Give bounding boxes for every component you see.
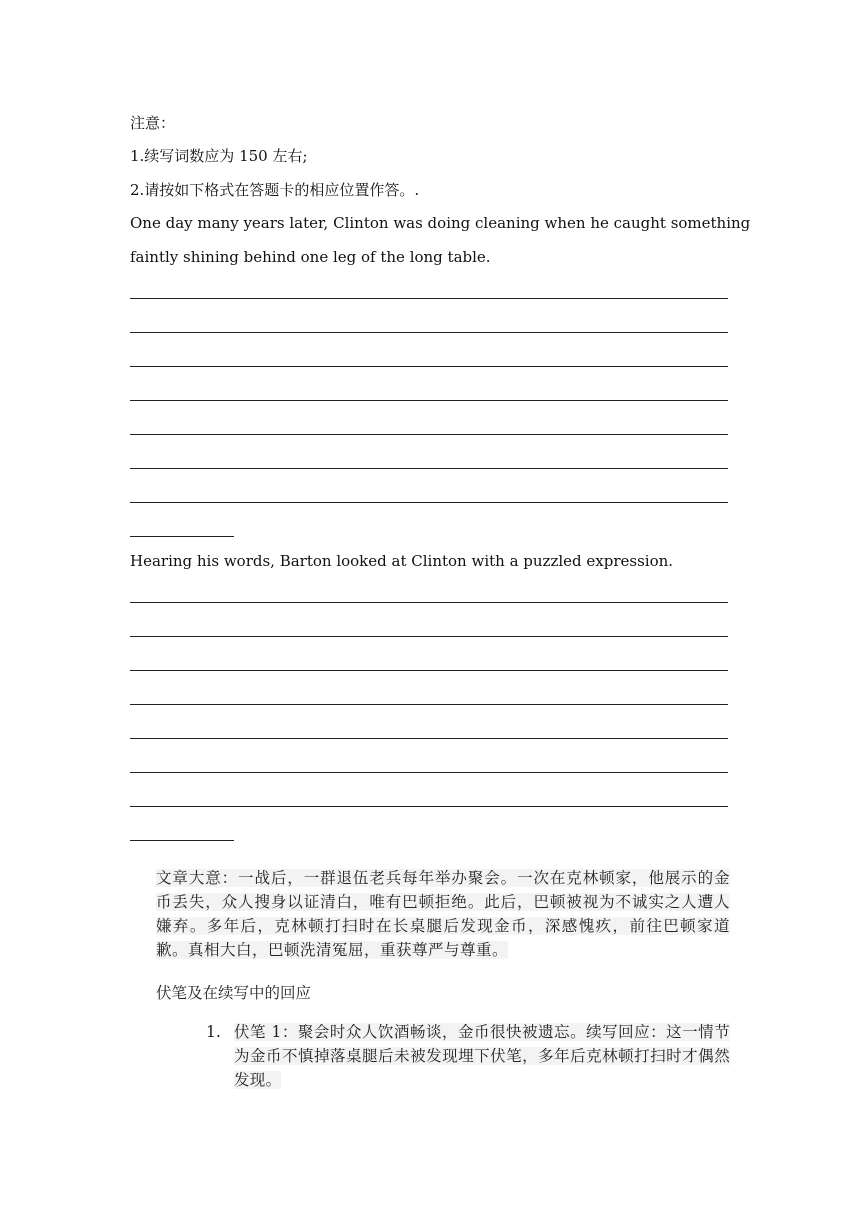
writing-line[interactable] <box>130 332 728 333</box>
writing-line[interactable] <box>130 636 728 637</box>
writing-line[interactable] <box>130 468 728 469</box>
writing-line[interactable] <box>130 366 728 367</box>
writing-line[interactable] <box>130 806 728 807</box>
notice-heading: 注意： <box>130 114 176 132</box>
paragraph2-opening: Hearing his words, Barton looked at Clinton with a puzzled expression. <box>130 552 674 570</box>
writing-line[interactable] <box>130 704 728 705</box>
writing-line-short[interactable] <box>130 536 234 537</box>
paragraph1-opening-line2: faintly shining behind one leg of the long table. <box>130 248 491 266</box>
writing-line[interactable] <box>130 670 728 671</box>
writing-line[interactable] <box>130 602 728 603</box>
writing-line[interactable] <box>130 772 728 773</box>
article-summary-text: 文章大意：一战后，一群退伍老兵每年举办聚会。一次在克林顿家，他展示的金币丢失，众人搜身以证清白，唯有巴顿拒绝。此后，巴顿被视为不诚实之人遭人嫌弃。多年后，克林顿打扫时在长桌腿后发现金币，深感愧疚，前往巴顿家道歉。真相大白，巴顿洗清冤屈，重获尊严与尊重。 <box>156 869 730 959</box>
writing-line[interactable] <box>130 502 728 503</box>
writing-line-short[interactable] <box>130 840 234 841</box>
foreshadow-item-body <box>234 1020 730 1092</box>
foreshadow-list-item <box>206 1020 730 1092</box>
notice-item-word-count: 1.续写词数应为 150 左右; <box>130 147 308 165</box>
foreshadow-heading: 伏笔及在续写中的回应 <box>156 984 312 1002</box>
paragraph1-opening-line1: One day many years later, Clinton was doing cleaning when he caught something <box>130 214 751 232</box>
foreshadow-item-text: 伏笔 1：聚会时众人饮酒畅谈，金币很快被遗忘。续写回应：这一情节为金币不慎掉落桌腿后未被发现埋下伏笔，多年后克林顿打扫时才偶然发现。 <box>234 1023 730 1089</box>
foreshadow-item-number: 1. <box>206 1023 221 1041</box>
writing-line[interactable] <box>130 400 728 401</box>
writing-line[interactable] <box>130 738 728 739</box>
writing-line[interactable] <box>130 434 728 435</box>
notice-item-format: 2.请按如下格式在答题卡的相应位置作答。. <box>130 181 420 199</box>
article-summary <box>156 866 730 962</box>
writing-line[interactable] <box>130 298 728 299</box>
